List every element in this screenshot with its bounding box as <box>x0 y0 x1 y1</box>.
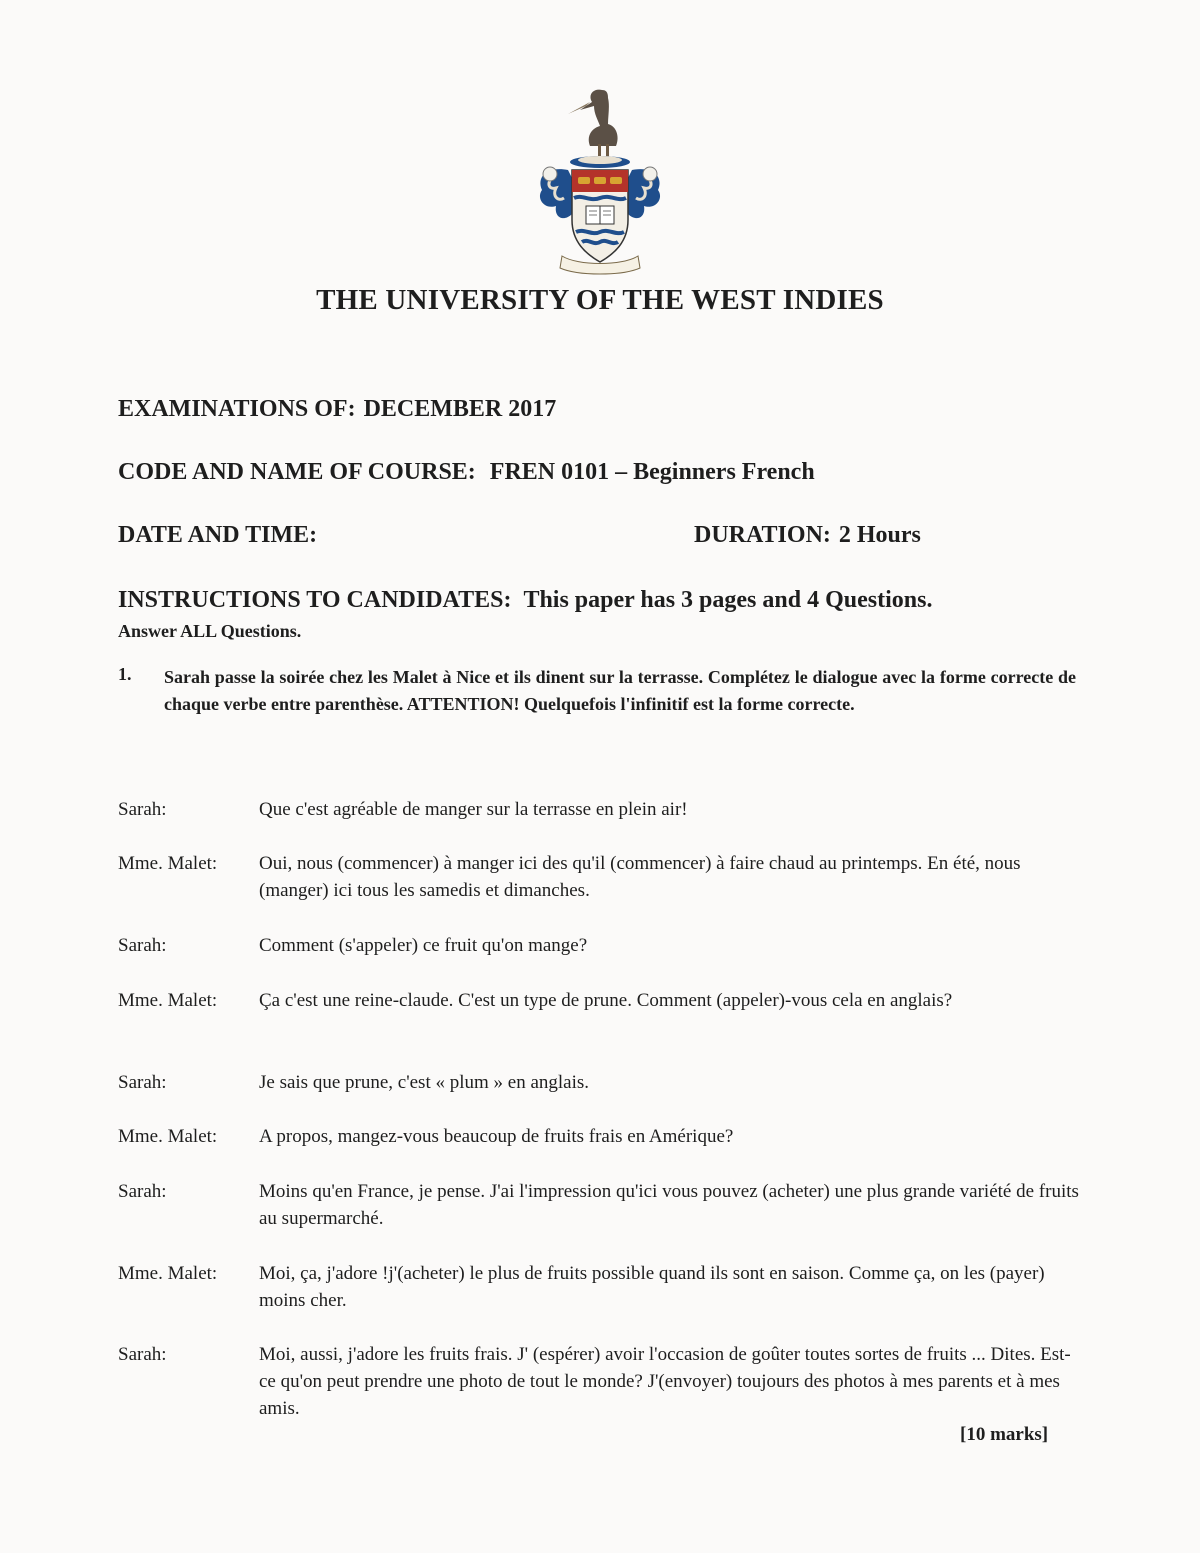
speech-text: Oui, nous (commencer) à manger ici des qu'il (commencer) à faire chaud au printemps. En été, nous (manger) ici tous les samedis et dimanches. <box>259 853 1021 901</box>
speaker-name: Mme. Malet: <box>118 853 218 874</box>
instructions-row <box>118 587 932 614</box>
answer-all-instruction: Answer ALL Questions. <box>118 621 302 641</box>
university-crest-icon <box>528 80 672 276</box>
speech-text: Moins qu'en France, je pense. J'ai l'impression qu'ici vous pouvez (acheter) une plus grande variété de fruits au supermarché. <box>259 1181 1079 1229</box>
speech-text: Comment (s'appeler) ce fruit qu'on mange? <box>259 935 588 956</box>
course-label: CODE AND NAME OF COURSE: <box>118 459 476 485</box>
speech-text: Moi, ça, j'adore !j'(acheter) le plus de fruits possible quand ils sont en saison. Comme ça, on les (payer) moins cher. <box>259 1263 1045 1311</box>
exam-date-row <box>118 396 556 423</box>
exam-date-value: DECEMBER 2017 <box>363 396 557 422</box>
speaker-name: Mme. Malet: <box>118 1126 218 1147</box>
speech-text: A propos, mangez-vous beaucoup de fruits frais en Amérique? <box>259 1126 734 1147</box>
speaker-name: Sarah: <box>118 935 167 956</box>
speaker-name: Sarah: <box>118 1072 167 1093</box>
speaker-name: Mme. Malet: <box>118 1263 218 1284</box>
duration-row <box>694 522 921 549</box>
instructions-value: This paper has 3 pages and 4 Questions. <box>523 587 933 613</box>
duration-label: DURATION: <box>694 522 831 548</box>
speaker-name: Sarah: <box>118 799 167 820</box>
course-row <box>118 459 815 486</box>
speech-text: Moi, aussi, j'adore les fruits frais. J' (espérer) avoir l'occasion de goûter toutes sortes de fruits ... Dites. Est-ce qu'on peut prendre une photo de tout le monde? J'(envoyer) toujours des photos à mes parents et à mes amis. <box>259 1344 1071 1419</box>
university-name: THE UNIVERSITY OF THE WEST INDIES <box>316 284 884 316</box>
datetime-label: DATE AND TIME: <box>118 522 318 548</box>
instructions-label: INSTRUCTIONS TO CANDIDATES: <box>118 587 512 613</box>
question-text: Sarah passe la soirée chez les Malet à Nice et ils dinent sur la terrasse. Complétez le dialogue avec la forme correcte de chaque verbe entre parenthèse. ATTENTION! Quelquefois l'infinitif est la forme correcte. <box>164 667 1076 714</box>
speaker-name: Sarah: <box>118 1344 167 1365</box>
marks-label: [10 marks] <box>960 1424 1049 1445</box>
speaker-name: Sarah: <box>118 1181 167 1202</box>
speech-text: Ça c'est une reine-claude. C'est un type de prune. Comment (appeler)-vous cela en anglais? <box>259 990 953 1011</box>
speech-text: Que c'est agréable de manger sur la terrasse en plein air! <box>259 799 688 820</box>
speaker-name: Mme. Malet: <box>118 990 218 1011</box>
question-number: 1. <box>118 664 132 684</box>
duration-value: 2 Hours <box>838 522 921 548</box>
exam-date-label: EXAMINATIONS OF: <box>118 396 356 422</box>
speech-text: Je sais que prune, c'est « plum » en anglais. <box>259 1072 590 1093</box>
course-value: FREN 0101 – Beginners French <box>489 459 815 485</box>
